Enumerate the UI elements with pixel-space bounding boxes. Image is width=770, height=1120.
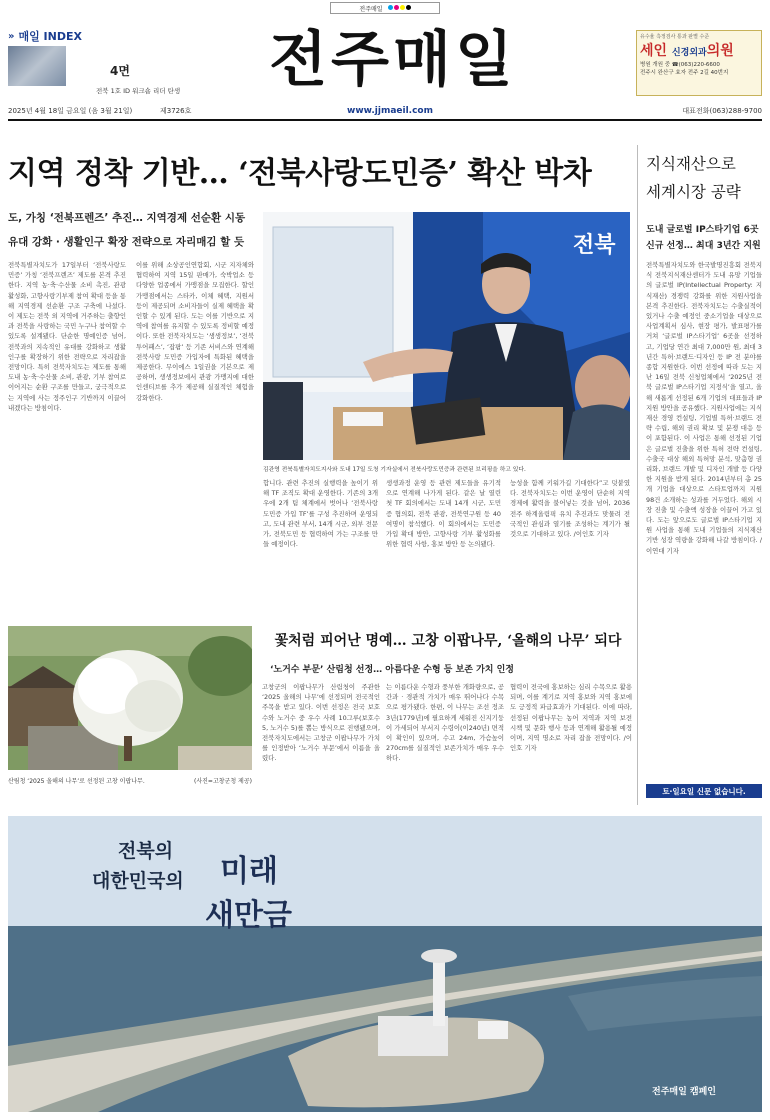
index-headline[interactable]: 전북 1호 ID 워크숍 리더 탄생 <box>96 87 181 95</box>
column-divider <box>637 145 638 805</box>
lead-body-column: 이를 위해 소상공인연합회, 시군 지자체와 협력하여 지역 15일 판매가, 숙박업소 등 다양한 업종에서 가맹점을 모집한다. 할인가맹점에서는 스타카, 이체 혜택, 지원서 등이 제공되며 소비자들이 실제 혜택을 확인할 수 있게 된다. 도는 이를 기반으로 지역에 참여를 유지할 수 있도록 정비할 예정이다. 또한 전북자치도는 ‘생생정보’, ‘전북 투어패스’, ‘잡팜’ 등 기존 서비스와 연계해 전북사랑 도민증 가입자에 특화된 혜택을 제공한다. 무이에스 1일권을 기본으로 제공하며, 생생정보에서 관광 가맹지에 대한 인센티브를 추가 제공해 실질적인 체험을 강화한다. <box>136 261 254 402</box>
lead-headline[interactable]: 지역 정착 기반… ‘전북사랑도민증’ 확산 박차 <box>8 156 592 191</box>
lead-subheadline-1: 도, 가칭 ‘전북프렌즈’ 추진… 지역경제 선순환 시동 <box>8 212 246 224</box>
story2-body-column: 협력이 전국에 홍보하는 심리 수목으로 활용되며, 이를 계기로 지역 홍보와 지역 홍보에도 긍정적 파급효과가 기대된다. 이에 따라, 선정된 이팝나무는 농어 지역과 지역 보전 시책 및 문화 행사 등과 연계해 활용될 예정이며, 지역 명소로 자리 잡을 전망이다. /이인호 기자 <box>510 683 632 753</box>
issue-date: 2025년 4월 18일 금요일 (음 3월 21일) <box>8 107 133 115</box>
story2-body-column: 고창군의 이팝나무가 산림청이 주관한 ‘2025 올해의 나무’에 선정되며 전국적인 주목을 받고 있다. 이번 선정은 전국 보호수와 노거수 중 우수 사례 10그루(보호수 5, 노거수 5)를 뽑는 방식으로 진행됐으며, 전북자치도에서는 고창군 이팝나무가 가치를 인정받아 ‘노거수 부문’에서 이름을 올렸다. <box>262 683 380 763</box>
index-page-number: 4면 <box>110 64 130 78</box>
phone-number: 대표전화(063)288-9700 <box>682 107 762 115</box>
ad-brand: 세인 신경외과의원 <box>640 43 734 59</box>
side-subheadline-2: 신규 선정… 최대 3년간 지원 <box>646 241 761 251</box>
story2-subheadline: ‘노거수 부문’ 산림청 선정… 아름다운 수형 등 보존 가치 인정 <box>270 665 515 675</box>
tree-photo-illustration <box>8 626 252 770</box>
edition-badge: 전주매일 <box>330 2 440 14</box>
ad-tagline: 유수율 측정검사 통과 판별 수준 <box>640 34 710 40</box>
issue-number: 제3726호 <box>160 107 192 115</box>
yellow-dot <box>400 5 405 10</box>
lead-body-column: 전북특별자치도가 17일부터 ‘전북사랑도민증’ 가칭 ‘전북프렌즈’ 제도를 본격 추진한다. 지역 농·축·수산물 소비 촉진, 관광 활성화, 고향사랑기부제 참여 확대 등을 통해 지역경제 선순환 구조 구축에 나섰다. 이 제도는 전북 외 지역에 거주하는 출향인과 전북을 사랑하는 국민 누구나 참여할 수 있도록 설계됐다. 단순한 명예인증 넘어, 전북과의 지속적인 유대를 강화하고 생활인구를 확장하기 위한 전략으로 자리잡을 전망이다. 특히 전북자치도는 제도를 통해 도내 농·축·수산물 소비, 관광, 기부 참여로 이어지는 순환 구조를 만들고, 궁극적으로는 지역에 사는 정주인구 기반까지 이끌어내겠다는 방침이다. <box>8 261 126 412</box>
story2-headline[interactable]: 꽃처럼 피어난 명예… 고창 이팝나무, ‘올해의 나무’ 되다 <box>274 633 622 649</box>
index-thumbnail-photo[interactable] <box>8 46 66 86</box>
header-rule <box>8 119 762 121</box>
color-registration-dots <box>387 5 411 12</box>
ad-line-2: 대한민국의 <box>92 870 184 892</box>
ad-address: 전주시 완산구 효자 전주 2길 40번지 <box>640 70 729 76</box>
masthead: 전주매일 <box>269 25 517 95</box>
double-chevron-icon: » <box>8 30 15 42</box>
side-subheadline-1: 도내 글로벌 IP스타기업 6곳 <box>646 225 759 235</box>
lead-photo-caption: 김관영 전북특별자치도지사와 도내 17일 도청 기자실에서 전북사랑도민증과 관련된 브리핑을 하고 있다. <box>263 467 526 473</box>
top-right-ad[interactable] <box>636 30 762 96</box>
tree-photo-caption: (사진=고창군청 제공) 산림청 ‘2025 올해의 나무’로 선정된 고창 이팝나무. <box>8 778 252 785</box>
index-header: » 매일 INDEX <box>8 30 82 43</box>
ad-line-1: 전북의 <box>118 840 174 862</box>
cyan-dot <box>388 5 393 10</box>
lead-body-column: 능성을 함께 키워가길 기대한다”고 덧붙였다. 전북자치도는 이번 운영이 단순히 지역경제에 활력을 불어넣는 것을 넘어, 2036 전주 하계올림픽 유치 추진과도 맞물려 전국적인 관심과 열기를 조성하는 계기가 될 것으로 기대하고 있다. /이인호 기자 <box>510 479 630 539</box>
ad-campaign-brand: 전주매일 캠페인 <box>652 1087 716 1097</box>
side-body: 전북특별자치도와 한국발명진흥회 전북지식 전북지식재산센터가 도내 유망 기업들의 글로벌 IP(Intellectual Property: 지식재산) 경쟁력 강화를 위한 지원사업을 본격 추진한다. 전북자치도는 수출실적이 있거나 수출 예정인 중소기업을 대상으로 사업계획서 심사, 현장 평가, 발표평가를 거쳐 ‘글로벌 IP스타기업’ 6곳을 선정하고, 기업당 연간 최대 7,000만 원, 최대 3년간 특허·브랜드·디자인 등 IP 전 분야를 종합 지원한다. 이번 선정에 따라 도는 지난 16일 전북 신청업체에서 ‘2025년 전북 글로벌 IP스타기업 지정식’을 열고, 올해 새롭게 선정된 6개 기업의 대표들과 IP 지원 방안을 공유했다. 지원사업에는 지식재산 경영 컨설팅, 기업별 특허·브랜드 전략 수립, 해외 권리 확보 및 분쟁 대응 등이 포함된다. 이 사업은 통해 선정된 기업은 글로벌 진출을 위한 특허 전략 컨설팅, 수출국 대상 해외 특허망 분석, 맞춤형 권리화, 브랜드 개발 및 디자인 개발 등 다양한 지원을 받게 된다. 2014년부터 총 25개 기업을 대상으로 스타트업까지 지원 98건 소개하는 성과를 거두었다. 해외 시장 진출 및 수출액 성장을 이끌어 가고 있다. 도는 앞으로도 글로벌 IP스타기업 지원 사업을 통해 도내 기업들의 지식재산 기반 성장 역량을 강화해 나갈 방침이다. /이연대 기자 <box>646 261 762 555</box>
index-box <box>8 28 238 106</box>
story2-body-column: 는 이름다운 수형과 풍부한 개화량으로, 공간과 · 경관적 가치가 매우 뛰어나다 수목으로 평가됐다. 한편, 이 나무는 조선 정조 3년(1779년)에 필요하게 세워진 신지기둥이 가세되어 부서지 수령이(이240년) 면적이 확인이 있으며, 수고 24m, 가슴높이 270cm를 실질적인 보존가치가 매우 우수하다. <box>386 683 504 763</box>
site-url[interactable]: www.jjmaeil.com <box>347 106 433 116</box>
svg-text:전북: 전북 <box>573 233 616 258</box>
magenta-dot <box>394 5 399 10</box>
ad-phone: 병원 개원 중 ☎(063)220-6600 <box>640 62 720 68</box>
black-dot <box>406 5 411 10</box>
ad-line-4: 새만금 <box>205 898 292 933</box>
lead-body-column: 합니다. 관련 추진의 실행력을 높이기 위해 TF 조직도 확대 운영한다. 기존의 3개 우에 2개 팀 체계에서 벗어나 ‘전북사랑 도민증 가입 TF’를 구성 추진하며 운영되고, 도내 관련 부서, 14개 시군, 외부 전문가, 전북도민 등 협력하여 가는 구조를 만들 예정이다. <box>263 479 378 549</box>
notice-banner: 토·일요일 신문 없습니다. <box>646 784 762 798</box>
briefing-photo-illustration <box>263 212 630 460</box>
tree-photo[interactable] <box>8 626 252 770</box>
lead-body-column: 생생과정 운영 등 관련 제도들을 유기적으로 연계해 나가게 된다. 같은 날 열린 첫 TF 회의에서는 도내 14개 시군, 도민증 협의회, 전북 관광, 전북연구원 등 40여명이 참석했다. 이 회의에서는 도민증 가입 확대 방안, 고향사랑 기부 활성화를 위한 협력 사항, 홍보 방안 등 논의됐다. <box>386 479 501 549</box>
photo-credit: (사진=고창군청 제공) <box>194 778 252 785</box>
lead-subheadline-2: 유대 강화 · 생활인구 확장 전략으로 자리매김 할 듯 <box>8 236 245 248</box>
dateline <box>8 106 762 119</box>
lead-photo[interactable] <box>263 212 630 460</box>
side-headline[interactable]: 지식재산으로 세계시장 공략 <box>646 155 741 201</box>
ad-line-3: 미래 <box>220 854 278 889</box>
